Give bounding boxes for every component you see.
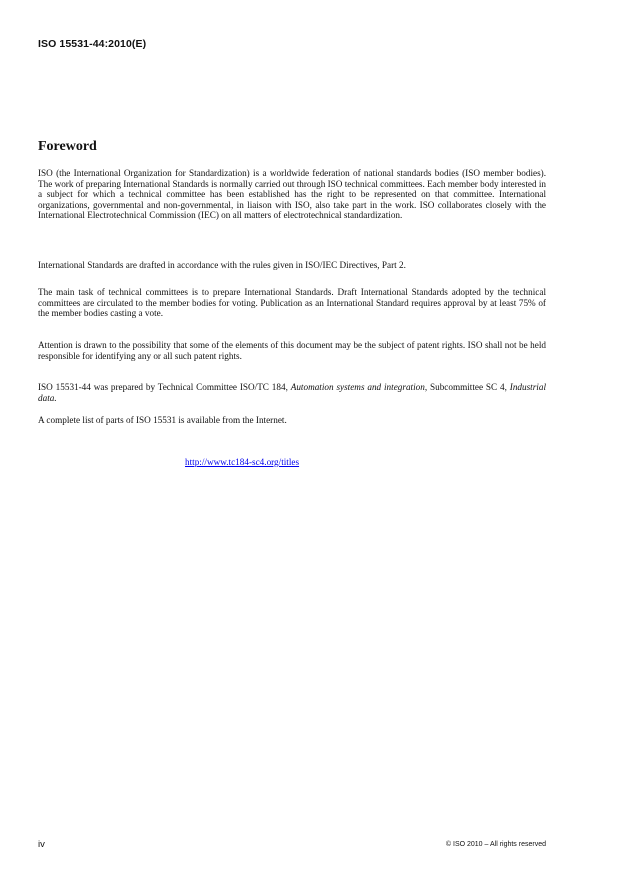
foreword-paragraph-4: Attention is drawn to the possibility that some of the elements of this document may be the subject of patent rights. ISO shall not be held responsible for identifying any or all such patent rights. [38, 340, 546, 361]
subcommittee-text: , Subcommittee SC 4, [424, 382, 510, 392]
foreword-paragraph-5 [38, 382, 546, 403]
foreword-paragraph-1: ISO (the International Organization for Standardization) is a worldwide federation of national standards bodies (ISO member bodies). The work of preparing International Standards is normally carried out through ISO technical committees. Each member body interested in a subject for which a technical committee has been established has the right to be represented on that committee. International organizations, governmental and non-governmental, in liaison with ISO, also take part in the work. ISO collaborates closely with the International Electrotechnical Commission (IEC) on all matters of electrotechnical standardization. [38, 168, 546, 221]
prepared-by-text: ISO 15531-44 was prepared by Technical Committee ISO/TC 184, [38, 382, 291, 392]
committee-name: Automation systems and integration [290, 382, 425, 392]
page-number: iv [38, 839, 45, 850]
titles-link[interactable]: http://www.tc184-sc4.org/titles [185, 457, 300, 467]
foreword-heading: Foreword [38, 139, 97, 154]
foreword-paragraph-3: The main task of technical committees is to prepare International Standards. Draft International Standards adopted by the technical committees are circulated to the member bodies for voting. Publication as an International Standard requires approval by at least 75% of the member bodies casting a vote. [38, 287, 546, 319]
subcommittee-name: Industrial data. [38, 382, 547, 403]
copyright-notice: © ISO 2010 – All rights reserved [445, 841, 546, 848]
document-identifier: ISO 15531-44:2010(E) [38, 38, 147, 50]
foreword-paragraph-2: International Standards are drafted in accordance with the rules given in ISO/IEC Directives, Part 2. [38, 260, 406, 270]
foreword-paragraph-6: A complete list of parts of ISO 15531 is available from the Internet. [38, 415, 287, 425]
